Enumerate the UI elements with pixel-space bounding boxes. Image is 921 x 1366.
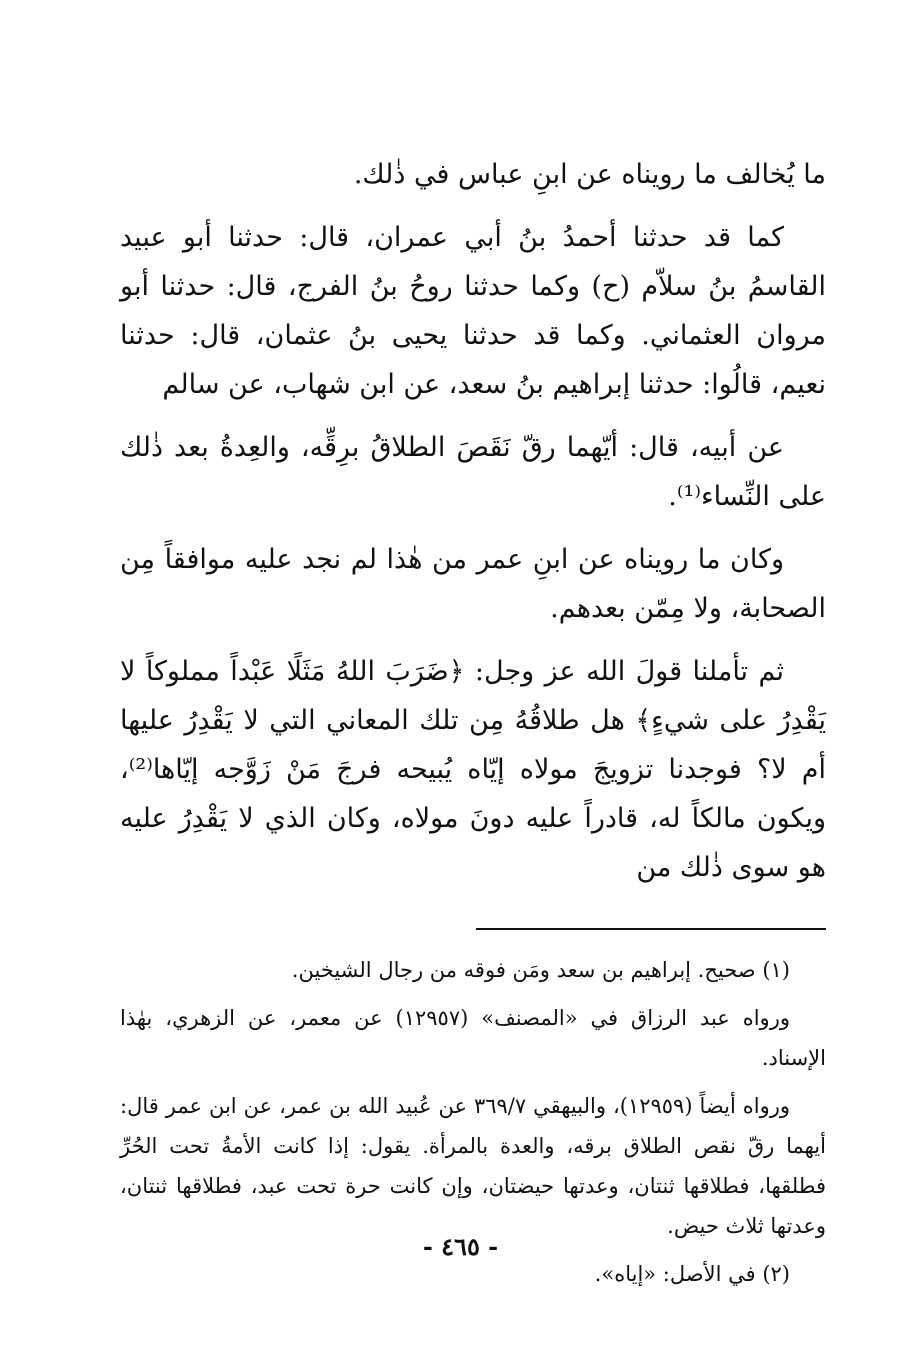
footnote-1-continued: ورواه عبد الرزاق في «المصنف» (١٢٩٥٧) عن معمر، عن الزهري، بهٰذا الإسناد. <box>120 1006 826 1070</box>
main-paragraph-5: ثم تأملنا قولَ الله عز وجل: ﴿ضَرَبَ اللهُ مَثَلًا عَبْداً مملوكاً لا يَقْدِرُ على شيءٍ﴾ هل طلاقُهُ مِن تلك المعاني التي لا يَقْدِرُ عليها أم لا؟ فوجدنا تزويجَ مولاه إيّاه يُبيحه فرجَ مَنْ زَوَّجه إيّاها⁽²⁾، ويكون مالكاً له، قادراً عليه دونَ مولاه، وكان الذي لا يَقْدِرُ عليه هو سوى ذٰلك من <box>120 656 826 883</box>
footnote-2: (٢) في الأصل: «إياه». <box>594 1262 790 1286</box>
main-paragraph-3: عن أبيه، قال: أيّهما رقّ نَقَصَ الطلاقُ برِقِّه، والعِدةُ بعد ذٰلك على النِّساء⁽¹⁾. <box>120 432 826 512</box>
main-paragraph-2: كما قد حدثنا أحمدُ بنُ أبي عمران، قال: حدثنا أبو عبيد القاسمُ بنُ سلاّم (ح) وكما حدثنا روحُ بنُ الفرج، قال: حدثنا أبو مروان العثماني. وكما قد حدثنا يحيى بنُ عثمان، قال: حدثنا نعيم، قالُوا: حدثنا إبراهيم بنُ سعد، عن ابن شهاب، عن سالم <box>120 222 826 400</box>
main-paragraph-1: ما يُخالف ما رويناه عن ابنِ عباس في ذٰلك. <box>353 159 826 190</box>
main-text <box>120 150 826 892</box>
main-paragraph-4: وكان ما رويناه عن ابنِ عمر من هٰذا لم نجد عليه موافقاً مِن الصحابة، ولا مِمّن بعدهم. <box>120 544 826 624</box>
footnote-1-additional: ورواه أيضاً (١٢٩٥٩)، والبيهقي ٣٦٩/٧ عن عُبيد الله بن عمر، عن ابن عمر قال: أيهما رقّ نقص الطلاق برقه، والعدة بالمرأة. يقول: إذا كانت الأمةُ تحت الحُرِّ فطلقها، فطلاقها ثنتان، وعدتها حيضتان، وإن كانت حرة تحت عبد، فطلاقها ثنتان، وعدتها ثلاث حيض. <box>120 1094 826 1238</box>
footnote-1: (١) صحيح. إبراهيم بن سعد ومَن فوقه من رجال الشيخين. <box>291 958 790 982</box>
page-number: - ٤٦٥ - <box>422 1232 499 1261</box>
footnote-divider <box>476 928 826 930</box>
